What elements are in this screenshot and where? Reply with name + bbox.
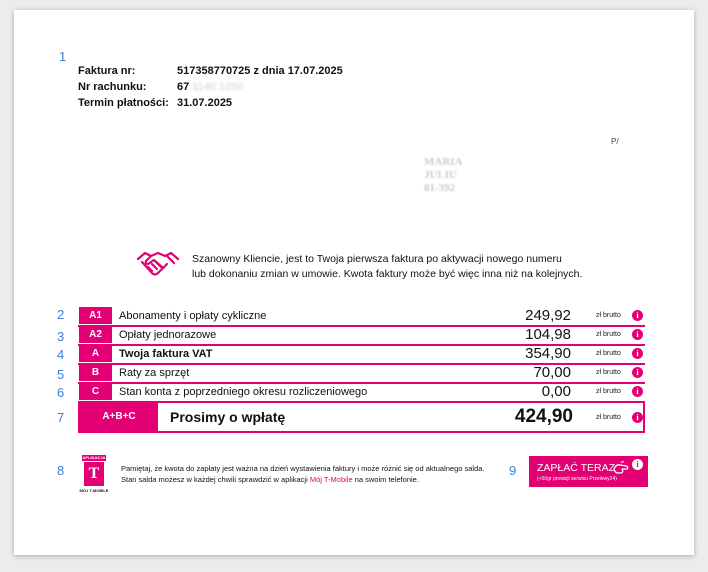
pay-now-label: ZAPŁAĆ TERAZ xyxy=(537,462,615,474)
row-code: A2 xyxy=(79,326,112,343)
row-code: B xyxy=(79,364,112,381)
row-unit: zł brutto xyxy=(596,312,621,319)
marker-3: 3 xyxy=(57,329,65,344)
row-label: Opłaty jednorazowe xyxy=(119,329,217,341)
greeting-line-1: Szanowny Kliencie, jest to Twoja pierwsza faktura po aktywacji nowego numeru xyxy=(192,253,562,265)
marker-2: 2 xyxy=(57,307,65,322)
row-unit: zł brutto xyxy=(596,350,621,357)
app-link[interactable]: Mój T-Mobile xyxy=(309,475,353,484)
total-label: Prosimy o wpłatę xyxy=(170,409,286,425)
row-unit: zł brutto xyxy=(596,331,621,338)
row-amount: 70,00 xyxy=(533,364,571,381)
row-b-installments xyxy=(78,364,645,384)
pay-now-button[interactable] xyxy=(529,456,648,487)
marker-8: 8 xyxy=(57,463,65,478)
row-code: A xyxy=(79,345,112,362)
row-amount: 354,90 xyxy=(525,345,571,362)
info-icon[interactable]: i xyxy=(632,367,643,378)
row-amount: 104,98 xyxy=(525,326,571,343)
marker-6: 6 xyxy=(57,385,65,400)
total-amount: 424,90 xyxy=(514,406,573,427)
info-icon[interactable]: i xyxy=(632,386,643,397)
account-number-value: 67 1140 1250 xyxy=(177,81,244,93)
due-date-value: 31.07.2025 xyxy=(177,97,233,109)
greeting-text xyxy=(192,252,612,282)
row-label: Abonamenty i opłaty cykliczne xyxy=(119,310,267,322)
total-code: A+B+C xyxy=(80,403,158,431)
total-unit: zł brutto xyxy=(596,414,621,421)
row-a2-one-time-fees xyxy=(78,326,645,346)
marker-7: 7 xyxy=(57,410,65,425)
pay-info-icon[interactable]: i xyxy=(632,459,643,470)
row-a-vat-invoice xyxy=(78,345,645,365)
account-number-label: Nr rachunku: xyxy=(78,81,147,93)
hand-tap-icon xyxy=(612,460,630,476)
recipient-address xyxy=(424,156,463,195)
t-mobile-logo: T xyxy=(84,462,104,486)
masked-account-digits: 1140 1250 xyxy=(192,81,244,93)
marker-9: 9 xyxy=(509,463,517,478)
row-label: Raty za sprzęt xyxy=(119,367,190,379)
row-amount: 249,92 xyxy=(525,307,571,324)
marker-5: 5 xyxy=(57,367,65,382)
info-icon[interactable]: i xyxy=(632,412,643,423)
pay-now-fee-note: (+50gr prowizji serwisu Przelewy24) xyxy=(537,476,617,482)
total-payment-row xyxy=(78,401,645,433)
row-unit: zł brutto xyxy=(596,369,621,376)
t-mobile-app-badge[interactable] xyxy=(79,455,109,495)
address-line: JULIU xyxy=(424,169,458,181)
row-unit: zł brutto xyxy=(596,388,621,395)
balance-note xyxy=(121,463,506,485)
row-label: Stan konta z poprzedniego okresu rozliczeniowego xyxy=(119,386,368,398)
marker-4: 4 xyxy=(57,347,65,362)
note-line-1: Pamiętaj, że kwota do zapłaty jest ważna na dzień wystawienia faktury i może różnić się od aktualnego salda. xyxy=(121,464,485,473)
invoice-number-value: 517358770725 z dnia 17.07.2025 xyxy=(177,65,343,77)
marker-1: 1 xyxy=(59,49,67,64)
postal-code-mark: P/ xyxy=(611,137,619,146)
row-code: A1 xyxy=(79,307,112,324)
due-date-label: Termin płatności: xyxy=(78,97,169,109)
app-caption: MÓJ T-MOBILE xyxy=(79,488,109,493)
row-code: C xyxy=(79,383,112,400)
address-line: MARIA xyxy=(424,156,463,168)
info-icon[interactable]: i xyxy=(632,329,643,340)
row-a1-subscriptions xyxy=(78,307,645,327)
row-c-previous-balance xyxy=(78,383,645,403)
app-badge-label: APLIKACJA xyxy=(82,455,106,460)
info-icon[interactable]: i xyxy=(632,348,643,359)
greeting-line-2: lub dokonaniu zmian w umowie. Kwota faktury może być więc inna niż na kolejnych. xyxy=(192,268,583,280)
info-icon[interactable]: i xyxy=(632,310,643,321)
handshake-icon xyxy=(136,245,180,281)
row-amount: 0,00 xyxy=(541,383,571,400)
address-line: 81-392 xyxy=(424,182,456,194)
invoice-number-label: Faktura nr: xyxy=(78,65,136,77)
row-label: Twoja faktura VAT xyxy=(119,348,213,360)
note-line-2: Stan salda możesz w każdej chwili sprawdzić w aplikacji Mój T-Mobile na swoim telefonie. xyxy=(121,475,419,484)
